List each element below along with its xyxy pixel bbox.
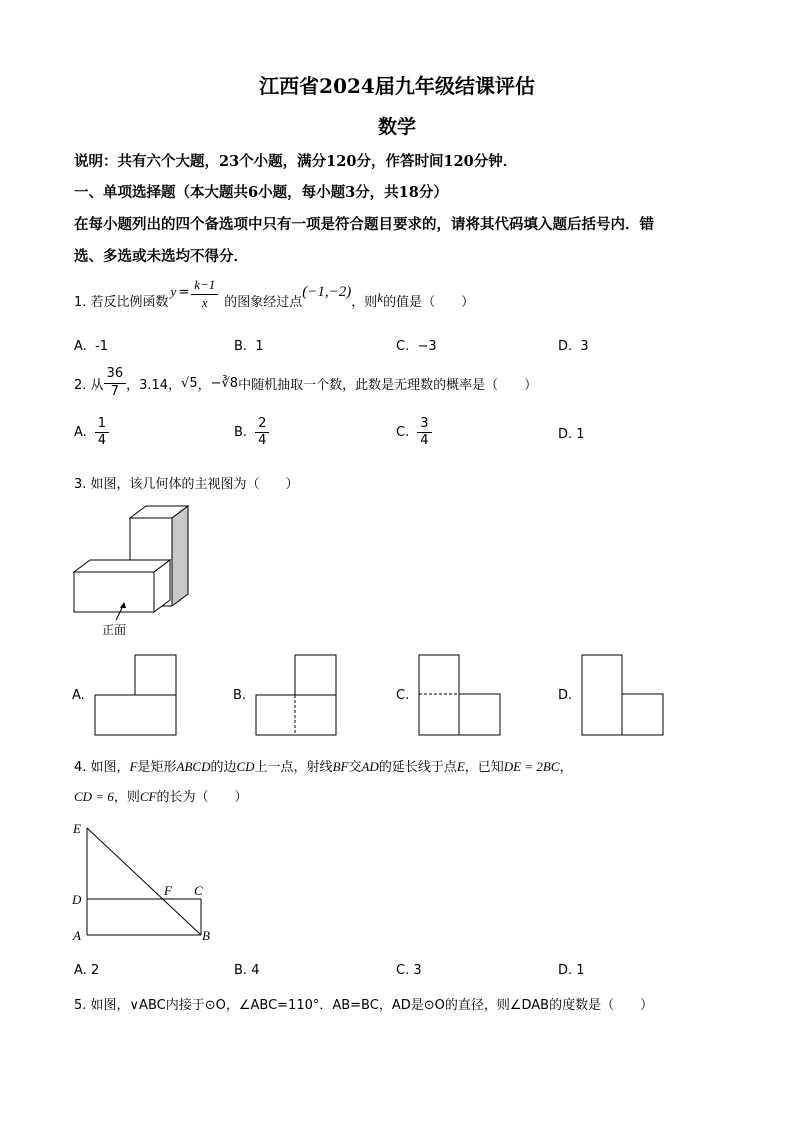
q2-den: 7 <box>110 383 119 399</box>
q4-point-d: D <box>72 892 82 907</box>
q2-tail: 中随机抽取一个数，此数是无理数的概率是（ ） <box>238 377 538 393</box>
q1-option-d[interactable]: D. 3 <box>558 339 589 354</box>
q2-option-b[interactable]: B. $\frac{2}{4}$ <box>234 416 269 450</box>
q4-geometry-figure <box>70 818 220 948</box>
q1-option-a[interactable]: A. -1 <box>74 339 109 354</box>
q3-front-label: 正面 <box>102 623 127 637</box>
q3-option-a-label[interactable]: A. <box>72 688 85 703</box>
q1-prefix: 1. 若反比例函数 <box>74 294 169 310</box>
q2-fraction <box>104 366 127 400</box>
instruction-line-1: 在每小题列出的四个备选项中只有一项是符合题目要求的，请将其代码填入题后括号内．错 <box>74 216 654 233</box>
q1-den: x <box>201 294 208 310</box>
q1-num: k−1 <box>191 277 218 294</box>
q2-sep: ， <box>197 377 211 393</box>
q3-option-a-view[interactable] <box>94 654 180 736</box>
q1-k: k <box>377 290 384 305</box>
q4-point-a: A <box>73 928 81 943</box>
q3-solid-figure <box>70 500 200 640</box>
q1-mid: 的图象经过点 <box>224 294 303 310</box>
q4-option-d[interactable]: D. 1 <box>558 963 585 978</box>
subject-title: 数学 <box>377 116 416 138</box>
q2-list: ，3.14， <box>126 377 182 393</box>
question-5: 5. 如图，∨ABC内接于⊙O，∠ABC=110°．AB=BC，AD是⊙O的直径，则∠DAB的度数是（ ） <box>74 998 654 1013</box>
q1-eq: = <box>178 284 190 300</box>
q2-option-a[interactable]: A. $\frac{1}{4}$ <box>74 416 109 450</box>
exam-note: 说明：共有六个大题，23个小题，满分120分，作答时间120分钟． <box>74 153 518 170</box>
q2-cbrt: −∛8 <box>210 375 239 391</box>
q4-point-b: B <box>202 928 210 943</box>
q1-point: (−1,−2) <box>302 283 352 300</box>
q4-option-c[interactable]: C. 3 <box>396 963 422 978</box>
q4-option-a[interactable]: A. 2 <box>74 963 100 978</box>
section-heading: 一、单项选择题（本大题共6小题，每小题3分，共18分） <box>74 184 448 201</box>
question-2 <box>74 364 537 402</box>
instruction-line-2: 选、多选或未选均不得分． <box>74 248 248 265</box>
q3-option-c-view[interactable] <box>418 654 504 736</box>
q2-num: 36 <box>104 366 127 383</box>
q2-option-d[interactable]: D. 1 <box>558 427 585 442</box>
q1-tail2: 的值是（ ） <box>383 294 475 310</box>
q3-option-d-view[interactable] <box>581 654 667 736</box>
q2-option-c[interactable]: C. $\frac{3}{4}$ <box>396 416 432 450</box>
question-3: 3. 如图，该几何体的主视图为（ ） <box>74 477 299 492</box>
q1-option-c[interactable]: C. −3 <box>396 339 437 354</box>
question-4-line-2: CD = 6，则CF的长为（ ） <box>74 789 248 805</box>
page-title: 江西省2024届九年级结课评估 <box>259 74 535 98</box>
q2-prefix: 2. 从 <box>74 377 104 393</box>
q2-sqrt5: √5 <box>181 375 198 391</box>
q3-option-d-label[interactable]: D. <box>558 688 573 703</box>
q1-fraction <box>191 277 218 311</box>
q4-option-b[interactable]: B. 4 <box>234 963 260 978</box>
q3-option-b-label[interactable]: B. <box>233 688 247 703</box>
q1-y: y <box>170 284 177 299</box>
q3-option-b-view[interactable] <box>255 654 341 736</box>
question-4-line-1: 4. 如图，F是矩形ABCD的边CD上一点，射线BF交AD的延长线于点E，已知DE = 2BC， <box>74 759 573 775</box>
q1-option-b[interactable]: B. 1 <box>234 339 264 354</box>
q4-point-c: C <box>194 883 203 898</box>
question-1 <box>74 277 475 320</box>
q4-point-f: F <box>164 883 172 898</box>
q3-option-c-label[interactable]: C. <box>396 688 410 703</box>
q4-point-e: E <box>73 821 81 836</box>
q1-tail1: ，则 <box>351 294 378 310</box>
